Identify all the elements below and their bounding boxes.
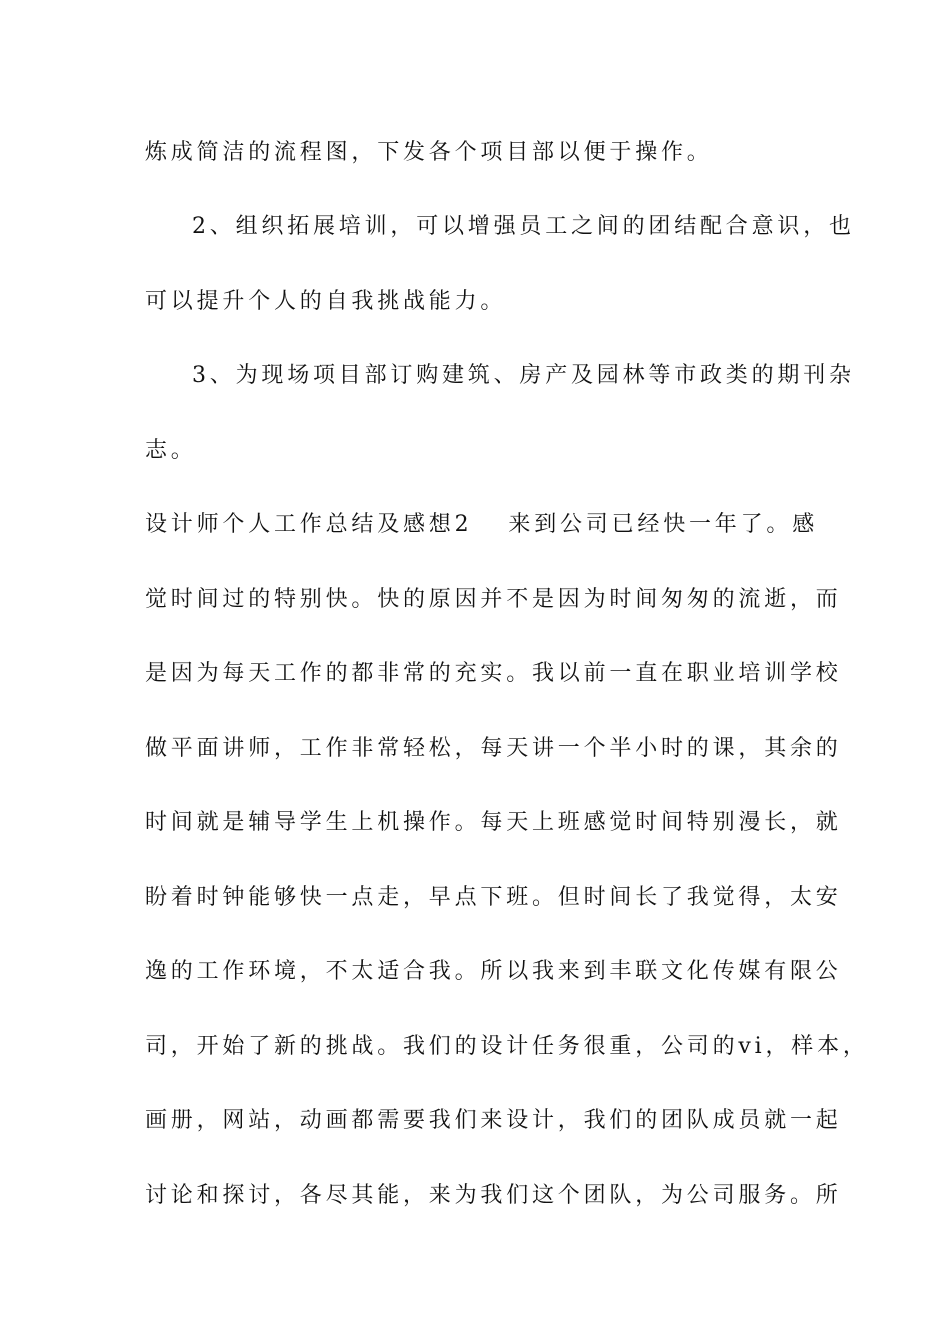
paragraph-line: 2、组织拓展培训，可以增强员工之间的团结配合意识，也: [192, 214, 855, 239]
section-heading-line: [145, 510, 835, 540]
paragraph-line: 可以提升个人的自我挑战能力。: [145, 289, 507, 314]
paragraph-line: 炼成简洁的流程图，下发各个项目部以便于操作。: [145, 140, 713, 165]
paragraph-line: 时间就是辅导学生上机操作。每天上班感觉时间特别漫长，就: [145, 810, 842, 835]
paragraph-line: 画册，网站，动画都需要我们来设计，我们的团队成员就一起: [145, 1108, 842, 1133]
section-title: 设计师个人工作总结及感想2: [145, 512, 473, 537]
paragraph-first-line: 来到公司已经快一年了。感: [508, 512, 819, 537]
paragraph-line: 司，开始了新的挑战。我们的设计任务很重，公司的vi，样本，: [145, 1034, 869, 1059]
paragraph-line: 盼着时钟能够快一点走，早点下班。但时间长了我觉得，太安: [145, 885, 842, 910]
paragraph-line: 逸的工作环境，不太适合我。所以我来到丰联文化传媒有限公: [145, 959, 842, 984]
paragraph-line: 讨论和探讨，各尽其能，来为我们这个团队，为公司服务。所: [145, 1183, 842, 1208]
paragraph-line: 志。: [145, 438, 197, 463]
paragraph-line: 是因为每天工作的都非常的充实。我以前一直在职业培训学校: [145, 661, 842, 686]
paragraph-line: 做平面讲师，工作非常轻松，每天讲一个半小时的课，其余的: [145, 736, 842, 761]
paragraph-line: 觉时间过的特别快。快的原因并不是因为时间匆匆的流逝，而: [145, 587, 842, 612]
paragraph-line: 3、为现场项目部订购建筑、房产及园林等市政类的期刊杂: [192, 363, 855, 388]
